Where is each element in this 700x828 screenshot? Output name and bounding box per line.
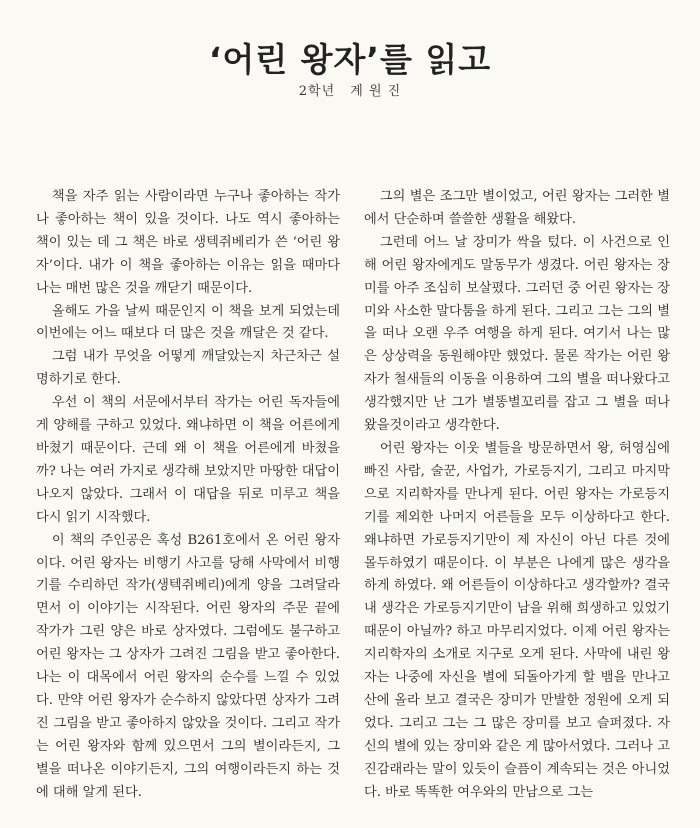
paragraph: 어린 왕자는 이웃 별들을 방문하면서 왕, 허영심에 빠진 사람, 술꾼, 사업가, 가로등지기, 그리고 마지막으로 지리학자를 만나게 된다. 어린 왕자는 가로등지기를 제외한 나머지 어른들을 모두 이상하다고 한다. 왜냐하면 가로등지기만이 제 자신이 아닌 다른 것에 몰두하였기 때문이다. 이 부분은 나에게 많은 생각을 하게 하였다. 왜 어른들이 이상하다고 생각할까? 결국 내 생각은 가로등지기만이 남을 위해 희생하고 있었기 때문이 아닐까? 하고 마무리지었다. 이제 어린 왕자는 지리학자의 소개로 지구로 오게 된다. 사막에 내린 왕자는 나중에 자신을 별에 되돌아가게 할 뱀을 만나고 산에 올라 보고 결국은 장미가 만발한 정원에 오게 되었다. 그리고 그는 그 많은 장미를 보고 슬퍼졌다. 자신의 별에 있는 장미와 같은 게 많아서였다. 그러나 고진감래라는 말이 있듯이 슬픔이 계속되는 것은 아니었다. 바로 똑똑한 여우와의 만남으로 그는 — [364, 440, 670, 800]
paragraph: 책을 자주 읽는 사람이라면 누구나 좋아하는 작가나 좋아하는 책이 있을 것이다. 나도 역시 좋아하는 책이 있는 데 그 책은 바로 생텍쥐베리가 쓴 ‘어린 왕자’이다. 내가 이 책을 좋아하는 이유는 읽을 때마다 나는 매번 많은 것을 깨닫기 때문이다. — [36, 189, 340, 296]
paragraph: 그의 별은 조그만 별이었고, 어린 왕자는 그러한 별에서 단순하며 쓸쓸한 생활을 해왔다. — [364, 189, 670, 227]
paragraph: 그럼 내가 무엇을 어떻게 깨달았는지 차근차근 설명하기로 한다. — [36, 349, 340, 388]
text-column-left — [36, 186, 340, 814]
paragraph: 그런데 어느 날 장미가 싹을 텄다. 이 사건으로 인해 어린 왕자에게도 말동무가 생겼다. 어린 왕자는 장미를 아주 조심히 보살폈다. 그러던 중 어린 왕자는 장미와 사소한 말다툼을 하게 된다. 그리고 그는 그의 별을 떠나 오랜 우주 여행을 하게 된다. 여기서 나는 많은 상상력을 동원해야만 했었다. 물론 작가는 어린 왕자가 철새들의 이동을 이용하여 그의 별을 떠나왔다고 생각했지만 난 그가 별똥별꼬리를 잡고 그 별을 떠나왔을것이라고 생각한다. — [364, 234, 670, 434]
author-name: 계 원 진 — [350, 84, 402, 99]
page-title: ‘어린 왕자’를 읽고 — [208, 40, 492, 80]
byline — [0, 80, 700, 99]
author-grade: 2학년 — [298, 84, 336, 99]
paragraph: 이 책의 주인공은 혹성 B261호에서 온 어린 왕자이다. 어린 왕자는 비행기 사고를 당해 사막에서 비행기를 수리하던 작가(생텍쥐베리)에게 양을 그려달라면서 이 이야기는 시작된다. 어린 왕자의 주문 끝에 작가가 그린 양은 바로 상자였다. 그럼에도 불구하고 어린 왕자는 그 상자가 그려진 그림을 받고 좋아한다. 나는 이 대목에서 어린 왕자의 순수를 느낄 수 있었다. 만약 어린 왕자가 순수하지 않았다면 상자가 그려진 그림을 받고 좋아하지 않았을 것이다. 그리고 작가는 어린 왕자와 함께 있으면서 그의 별이라든지, 그 별을 떠나온 이야기든지, 그의 여행이라든지 하는 것에 대해 알게 된다. — [36, 532, 340, 800]
paragraph: 올해도 가을 날씨 때문인지 이 책을 보게 되었는데 이번에는 어느 때보다 더 많은 것을 깨달은 것 같다. — [36, 303, 340, 342]
text-column-right — [364, 186, 670, 814]
paragraph: 우선 이 책의 서문에서부터 작가는 어린 독자들에게 양해를 구하고 있었다. 왜냐하면 이 책을 어른에게 바쳤기 때문이다. 근데 왜 이 책을 어른에게 바쳤을까? 나는 여러 가지로 생각해 보았지만 마땅한 대답이 나오지 않았다. 그래서 이 대답을 뒤로 미루고 책을 다시 읽기 시작했다. — [36, 395, 340, 525]
